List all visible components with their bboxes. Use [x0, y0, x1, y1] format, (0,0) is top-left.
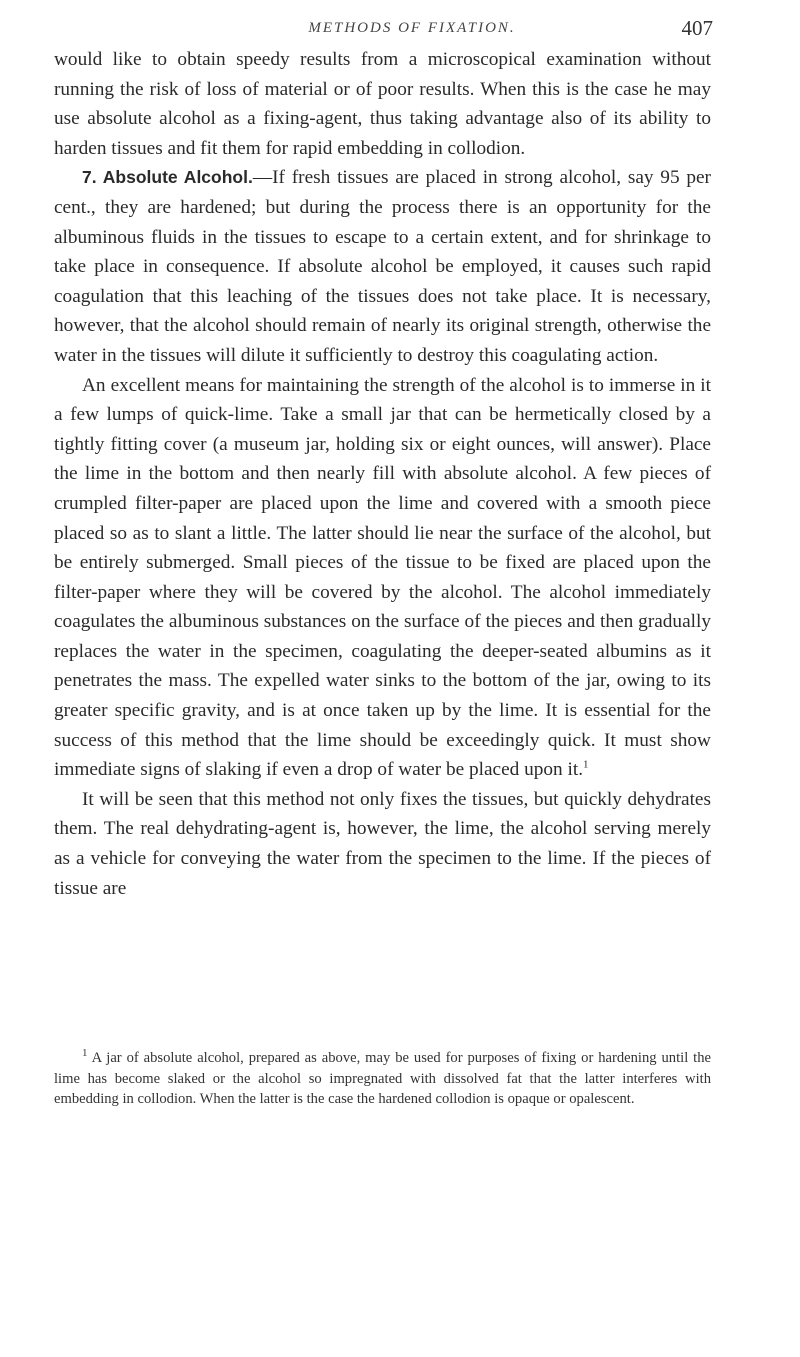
- footnote-paragraph: [54, 1048, 711, 1110]
- footnote-text: A jar of absolute alcohol, prepared as above, may be used for purposes of fixing or hardening until the lime has become slaked or the alcohol so impregnated with dissolved fat that the latter interferes with embedding in collodion. When the latter is the case the hardened collodion is opaque or opalescent.: [54, 1050, 711, 1108]
- paragraph-quick-lime: [54, 371, 711, 785]
- running-head: [112, 16, 712, 42]
- paragraph-absolute-alcohol: [54, 163, 711, 370]
- paragraph-text: —If fresh tissues are placed in strong alcohol, say 95 per cent., they are hardened; but during the process there is an opportunity for the albuminous fluids in the tissues to escape to a certain extent, and for shrinkage to take place in consequence. If absolute alcohol be employed, it causes such rapid coagulation that this leaching of the tissues does not take place. It is necessary, however, that the alcohol should remain of nearly its original strength, otherwise the water in the tissues will dilute it sufficiently to destroy this coagulating action.: [54, 167, 711, 366]
- paragraph-text: It will be seen that this method not only fixes the tissues, but quickly dehydrates them. The real dehydrating-agent is, however, the lime, the alcohol serving merely as a vehicle for conveying the water from the specimen to the lime. If the pieces of tissue are: [54, 788, 711, 899]
- footnote-reference: 1: [583, 758, 589, 771]
- paragraph-text: An excellent means for maintaining the strength of the alcohol is to immerse in it a few lumps of quick-lime. Take a small jar that can be hermetically closed by a tightly fitting cover (a museum jar, holding six or eight ounces, will answer). Place the lime in the bottom and then nearly fill with absolute alcohol. A few pieces of crumpled filter-paper are placed upon the lime and covered with a smooth piece placed so as to slant a little. The latter should lie near the surface of the alcohol, but be entirely submerged. Small pieces of the tissue to be fixed are placed upon the filter-paper where they will be covered by the alcohol. The alcohol immediately coagulates the albuminous substances on the surface of the pieces and then gradually replaces the water in the specimen, coagulating the deeper-seated albumins as it penetrates the mass. The expelled water sinks to the bottom of the jar, owing to its greater specific gravity, and is at once taken up by the lime. It is essential for the success of this method that the lime should be exceedingly quick. It must show immediate signs of slaking if even a drop of water be placed upon it.: [54, 374, 711, 781]
- paragraph-continued: [54, 45, 711, 163]
- body-text: [54, 45, 711, 903]
- paragraph-dehydration: [54, 785, 711, 903]
- running-title: METHODS OF FIXATION.: [308, 20, 516, 36]
- page-number: 407: [681, 16, 713, 40]
- footnote-marker: 1: [82, 1047, 88, 1060]
- section-heading: 7. Absolute Alcohol.: [82, 167, 253, 188]
- paragraph-text: would like to obtain speedy results from a microscopical examination without running the risk of loss of material or of poor results. When this is the case he may use absolute alcohol as a fixing-agent, thus taking advantage also of its ability to harden tissues and fit them for rapid embedding in collodion.: [54, 49, 711, 159]
- footnote: [54, 1048, 711, 1110]
